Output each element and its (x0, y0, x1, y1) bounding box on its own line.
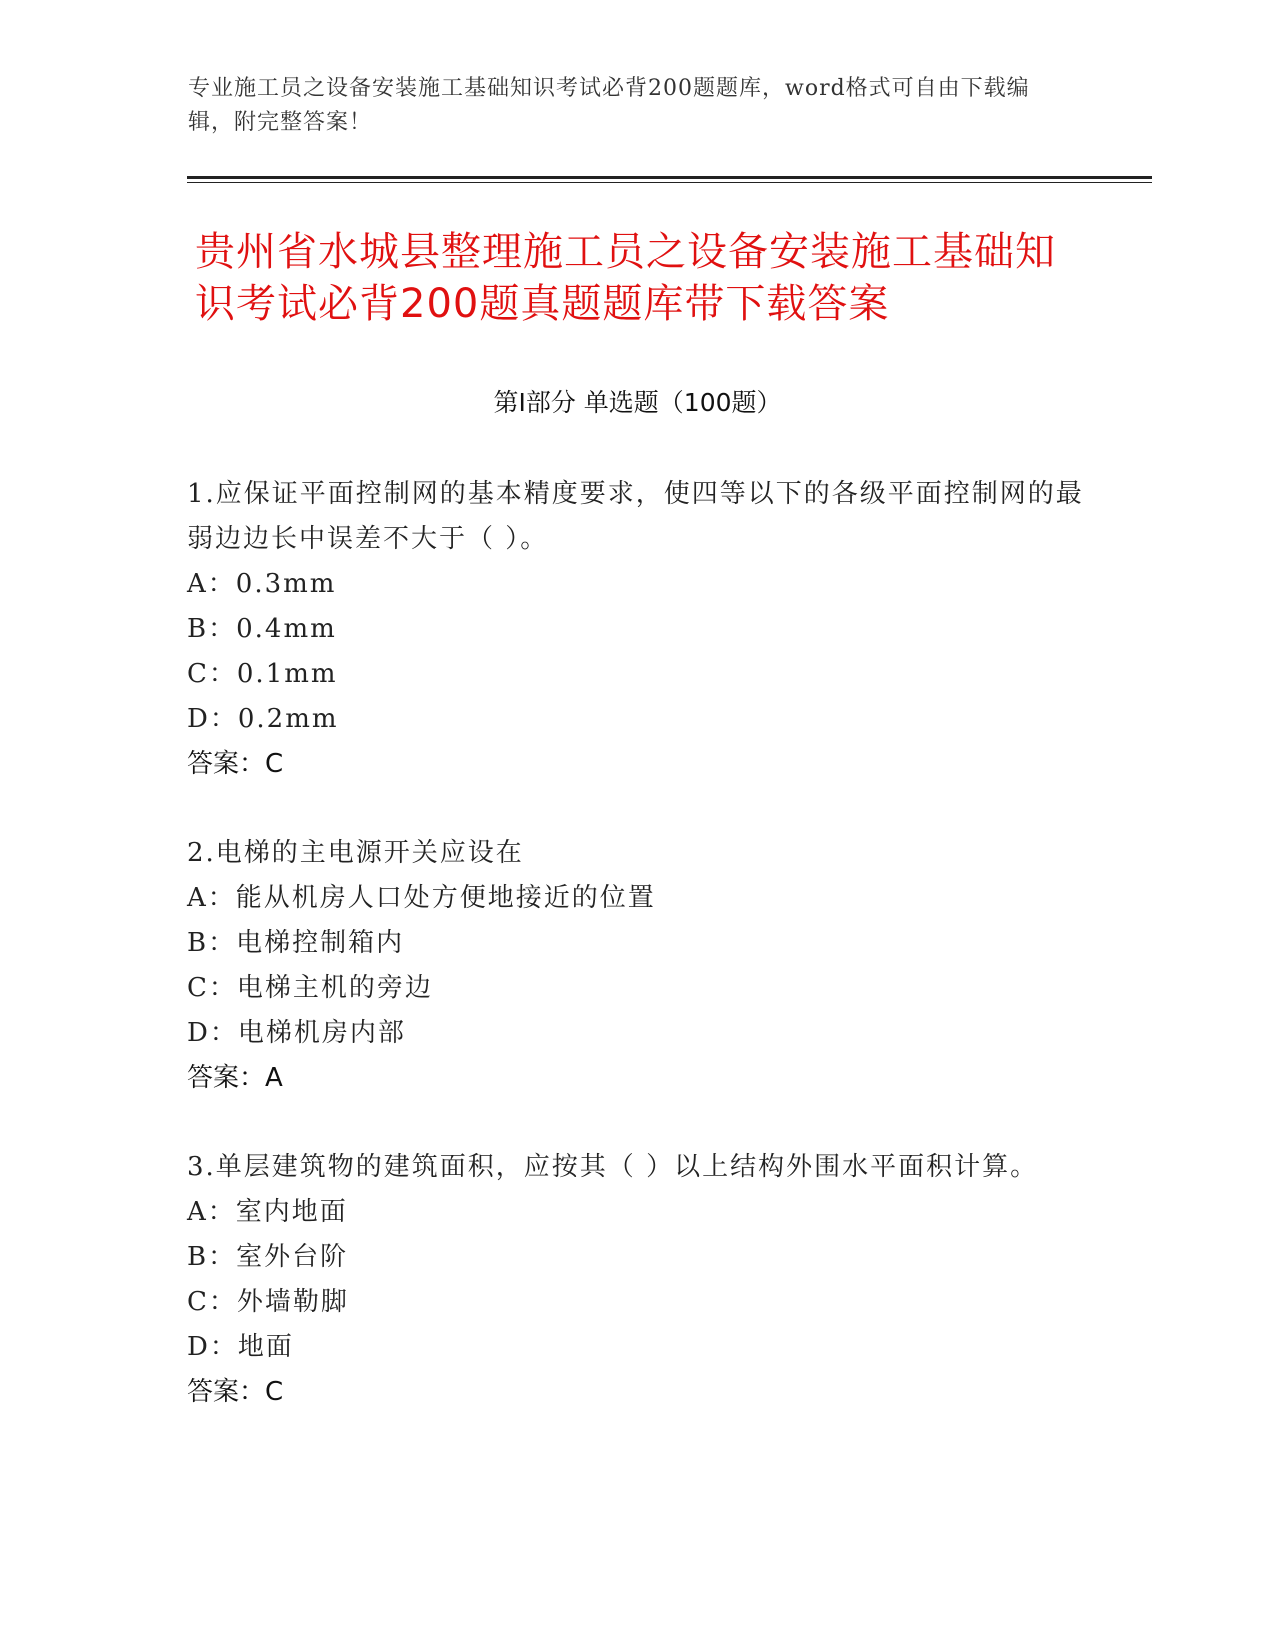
question-item (187, 831, 1087, 1101)
question-item (187, 1145, 1087, 1415)
question-stem: 2.电梯的主电源开关应设在 (187, 838, 524, 868)
answer-line: 答案：A (187, 1063, 283, 1093)
option-b: B：室外台阶 (187, 1242, 349, 1272)
option-c: C：0.1mm (187, 659, 338, 689)
option-c: C：外墙勒脚 (187, 1287, 349, 1317)
header-divider-thin (187, 182, 1152, 183)
option-d: D：电梯机房内部 (187, 1018, 406, 1048)
option-d: D：0.2mm (187, 704, 339, 734)
section-heading: 第Ⅰ部分 单选题（100题） (493, 388, 782, 417)
option-b: B：0.4mm (187, 614, 337, 644)
option-c: C：电梯主机的旁边 (187, 973, 433, 1003)
question-item (187, 472, 1087, 787)
document-title: 贵州省水城县整理施工员之设备安装施工基础知识考试必背200题真题题库带下载答案 (195, 229, 1056, 327)
answer-line: 答案：C (187, 749, 284, 779)
option-d: D：地面 (187, 1332, 294, 1362)
question-list (187, 472, 1087, 1415)
option-b: B：电梯控制箱内 (187, 928, 405, 958)
question-stem: 3.单层建筑物的建筑面积，应按其（ ）以上结构外围水平面积计算。 (187, 1152, 1039, 1182)
header-note: 专业施工员之设备安装施工基础知识考试必背200题题库，word格式可自由下载编辑，附完整答案！ (188, 76, 1030, 135)
header-divider-thick (187, 176, 1152, 179)
question-stem: 1.应保证平面控制网的基本精度要求，使四等以下的各级平面控制网的最弱边边长中误差不大于（ ）。 (187, 479, 1084, 554)
option-a: A：0.3mm (187, 569, 337, 599)
option-a: A：能从机房人口处方便地接近的位置 (187, 883, 656, 913)
option-a: A：室内地面 (187, 1197, 348, 1227)
answer-line: 答案：C (187, 1377, 284, 1407)
